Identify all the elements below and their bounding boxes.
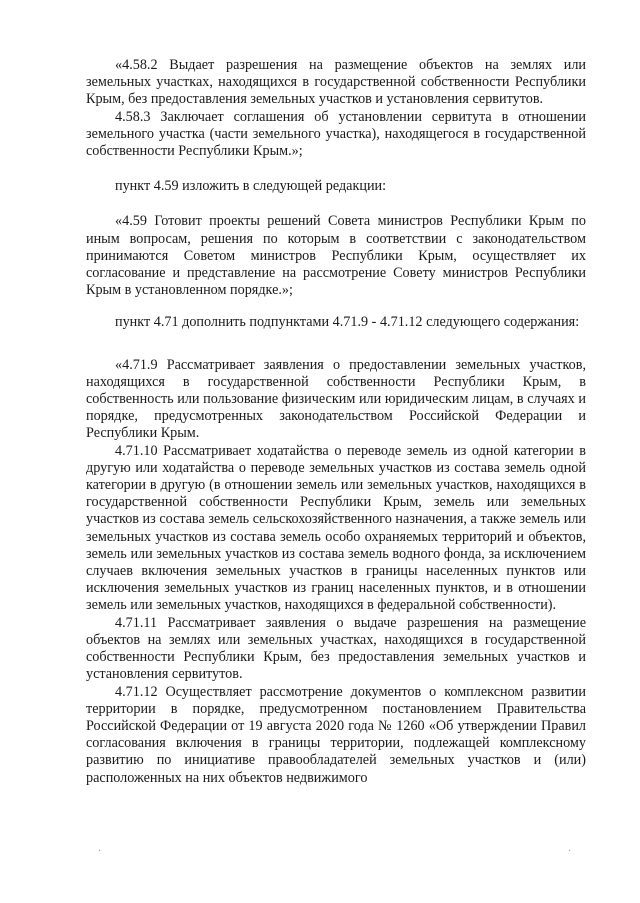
paragraph-4-71-9: «4.71.9 Рассматривает заявления о предоставлении земельных участков, находящихся в государственной собственности Республики Крым, в собственность или пользование физическим или юридическим лицам, в случаях и порядке, предусмотренных законодательством Российской Федерации и Республики Крым. xyxy=(86,356,586,442)
scan-dot-mark: · xyxy=(568,846,572,857)
paragraph-4-58-2: «4.58.2 Выдает разрешения на размещение объектов на землях или земельных участках, находящихся в государственной собственности Республики Крым, без предоставления земельных участков и установления сервитутов. xyxy=(86,57,586,108)
paragraph-4-58-3: 4.58.3 Заключает соглашения об установлении сервитута в отношении земельного участка (части земельного участка), находящегося в государственной собственности Республики Крым.»; xyxy=(86,108,586,160)
paragraph-4-71-11: 4.71.11 Рассматривает заявления о выдаче разрешения на размещение объектов на землях или земельных участках, находящихся в государственной собственности Республики Крым, без предоставления земельных участков и установления сервитутов. xyxy=(86,614,586,683)
paragraph-4-71-12: 4.71.12 Осуществляет рассмотрение документов о комплексном развитии территории в порядке, предусмотренном постановлением Правительства Российской Федерации от 19 августа 2020 года № 1260 «Об утверждении Правил согласования включения в границы территории, подлежащей комплексному развитию по инициативе правообладателей земельных участков и (или) расположенных на них объектов недвижимого xyxy=(86,683,586,786)
paragraph-amend-4-71: пункт 4.71 дополнить подпунктами 4.71.9 - 4.71.12 следующего содержания: xyxy=(115,314,580,331)
paragraph-4-59: «4.59 Готовит проекты решений Совета министров Республики Крым по иным вопросам, решения по которым в соответствии с законодательством принимаются Советом министров Республики Крым, осуществляет их согласование и представление на рассмотрение Совету министров Республики Крым в установленном порядке.»; xyxy=(86,213,586,299)
scan-dot-mark: · xyxy=(98,846,102,857)
paragraph-amend-4-59: пункт 4.59 изложить в следующей редакции: xyxy=(115,178,387,195)
document-body xyxy=(86,57,586,787)
paragraph-4-71-10: 4.71.10 Рассматривает ходатайства о переводе земель из одной категории в другую или ходатайства о переводе земельных участков из состава земель одной категории в другую (в отношении земель или земельных участков, находящихся в государственной собственности Республики Крым, земель или земельных участков из состава земель сельскохозяйственного назначения, а также земель или земельных участков из состава земель особо охраняемых территорий и объектов, земель или земельных участков из состава земель водного фонда, за исключением случаев включения земельных участков в границы населенных пунктов или исключения земельных участков из границ населенных пунктов, и в отношении земель или земельных участков, находящихся в федеральной собственности). xyxy=(86,442,586,614)
